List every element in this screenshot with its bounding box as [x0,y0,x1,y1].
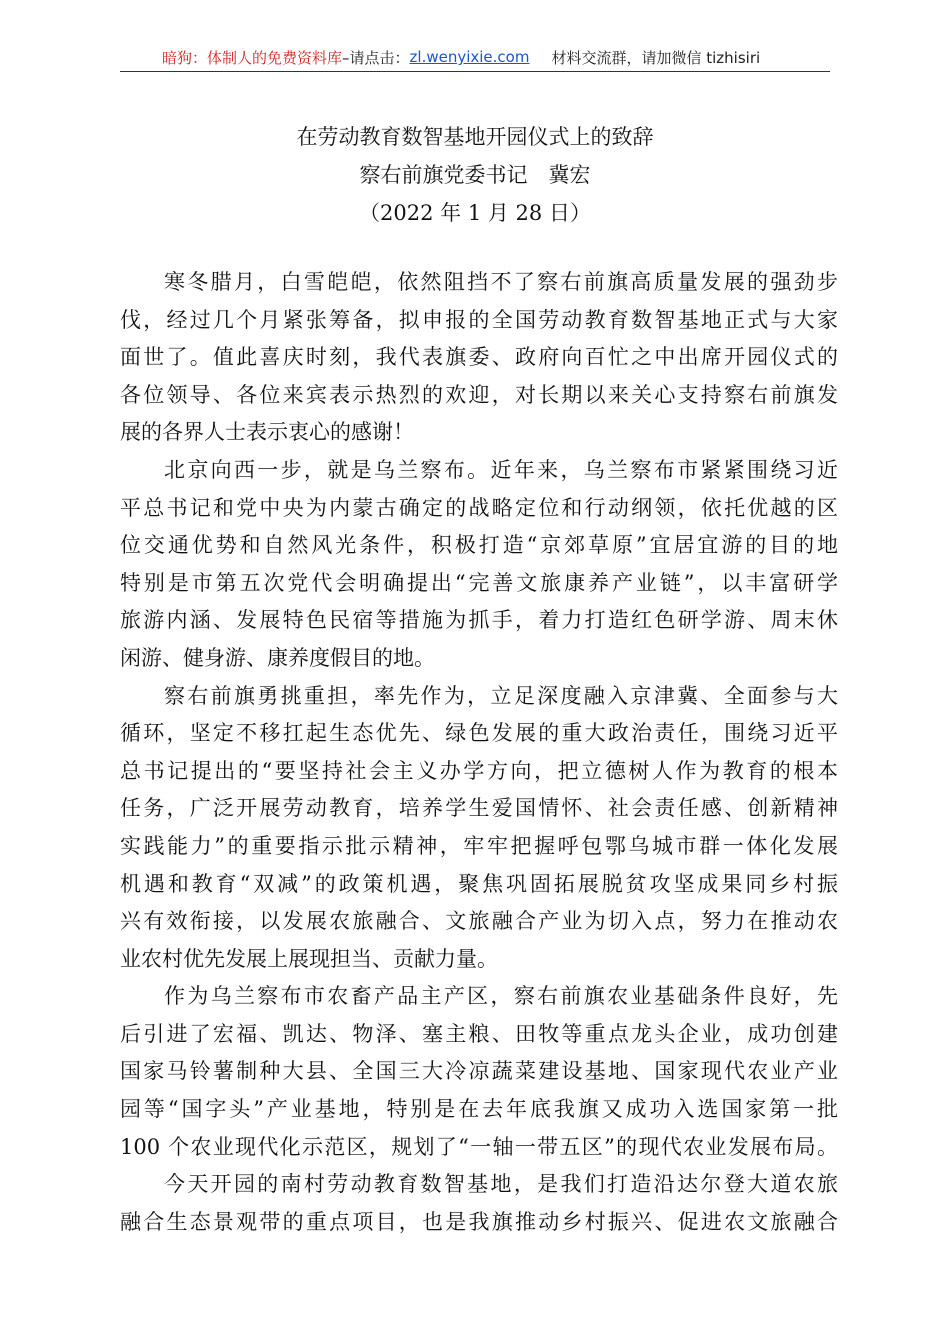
text-line: 平总书记和党中央为内蒙古确定的战略定位和行动纲领，依托优越的区 [120,495,838,520]
header-contact: 材料交流群，请加微信 tizhisiri [551,48,761,67]
text-line: 面世了。值此喜庆时刻，我代表旗委、政府向百忙之中出席开园仪式的 [120,345,838,370]
document-title: 在劳动教育数智基地开园仪式上的致辞 [296,125,654,149]
paragraph [120,678,838,979]
text-line: 总书记提出的“要坚持社会主义办学方向，把立德树人作为教育的根本 [120,758,838,783]
text-line: 机遇和教育“双减”的政策机遇，聚焦巩固拓展脱贫攻坚成果同乡村振 [120,871,838,896]
text-line: 今天开园的南村劳动教育数智基地，是我们打造沿达尔登大道农旅 [164,1172,838,1197]
document-heading [120,118,830,232]
text-line: 展的各界人士表示衷心的感谢！ [120,420,414,445]
header-divider [120,71,830,72]
text-line: 特别是市第五次党代会明确提出“完善文旅康养产业链”，以丰富研学 [120,570,838,595]
text-line: 旅游内涵、发展特色民宿等措施为抓手，着力打造红色研学游、周末休 [120,608,838,633]
document-author: 察右前旗党委书记 冀宏 [359,163,591,187]
text-line: 北京向西一步，就是乌兰察布。近年来，乌兰察布市紧紧围绕习近 [164,457,838,482]
text-line: 位交通优势和自然风光条件，积极打造“京郊草原”宜居宜游的目的地 [120,533,838,558]
text-line: 寒冬腊月，白雪皑皑，依然阻挡不了察右前旗高质量发展的强劲步 [164,270,838,294]
text-line: 闲游、健身游、康养度假目的地。 [120,645,435,670]
text-line: 伐，经过几个月紧张筹备，拟申报的全国劳动教育数智基地正式与大家 [120,307,838,332]
paragraph [120,452,838,678]
text-line: 国家马铃薯制种大县、全国三大冷凉蔬菜建设基地、国家现代农业产业 [120,1059,838,1084]
text-line: 察右前旗勇挑重担，率先作为，立足深度融入京津冀、全面参与大 [164,683,838,708]
header-click-label: –请点击： [342,48,410,67]
paragraph [120,264,838,452]
text-line: 实践能力”的重要指示批示精神，牢牢把握呼包鄂乌城市群一体化发展 [120,833,838,858]
header-link[interactable]: zl.wenyixie.com [409,48,530,66]
text-line: 循环，坚定不移扛起生态优先、绿色发展的重大政治责任，围绕习近平 [120,721,838,746]
document-date: （2022 年 1 月 28 日） [359,201,591,225]
page-header [120,46,830,68]
text-line: 兴有效衔接，以发展农旅融合、文旅融合产业为切入点，努力在推动农 [120,909,838,934]
paragraph [120,1166,838,1241]
text-line: 园等“国字头”产业基地，特别是在去年底我旗又成功入选国家第一批 [120,1097,838,1122]
text-line: 业农村优先发展上展现担当、贡献力量。 [120,946,498,971]
document-body [120,264,838,1241]
text-line: 100 个农业现代化示范区，规划了“一轴一带五区”的现代农业发展布局。 [120,1134,838,1159]
text-line: 任务，广泛开展劳动教育，培养学生爱国情怀、社会责任感、创新精神 [120,796,838,821]
text-line: 融合生态景观带的重点项目，也是我旗推动乡村振兴、促进农文旅融合 [120,1209,838,1234]
text-line: 各位领导、各位来宾表示热烈的欢迎，对长期以来关心支持察右前旗发 [120,382,838,407]
text-line: 后引进了宏福、凯达、物泽、塞主粮、田牧等重点龙头企业，成功创建 [120,1021,838,1046]
header-brand: 暗狗：体制人的免费资料库 [162,48,343,67]
text-line: 作为乌兰察布市农畜产品主产区，察右前旗农业基础条件良好，先 [164,984,838,1009]
paragraph [120,978,838,1166]
